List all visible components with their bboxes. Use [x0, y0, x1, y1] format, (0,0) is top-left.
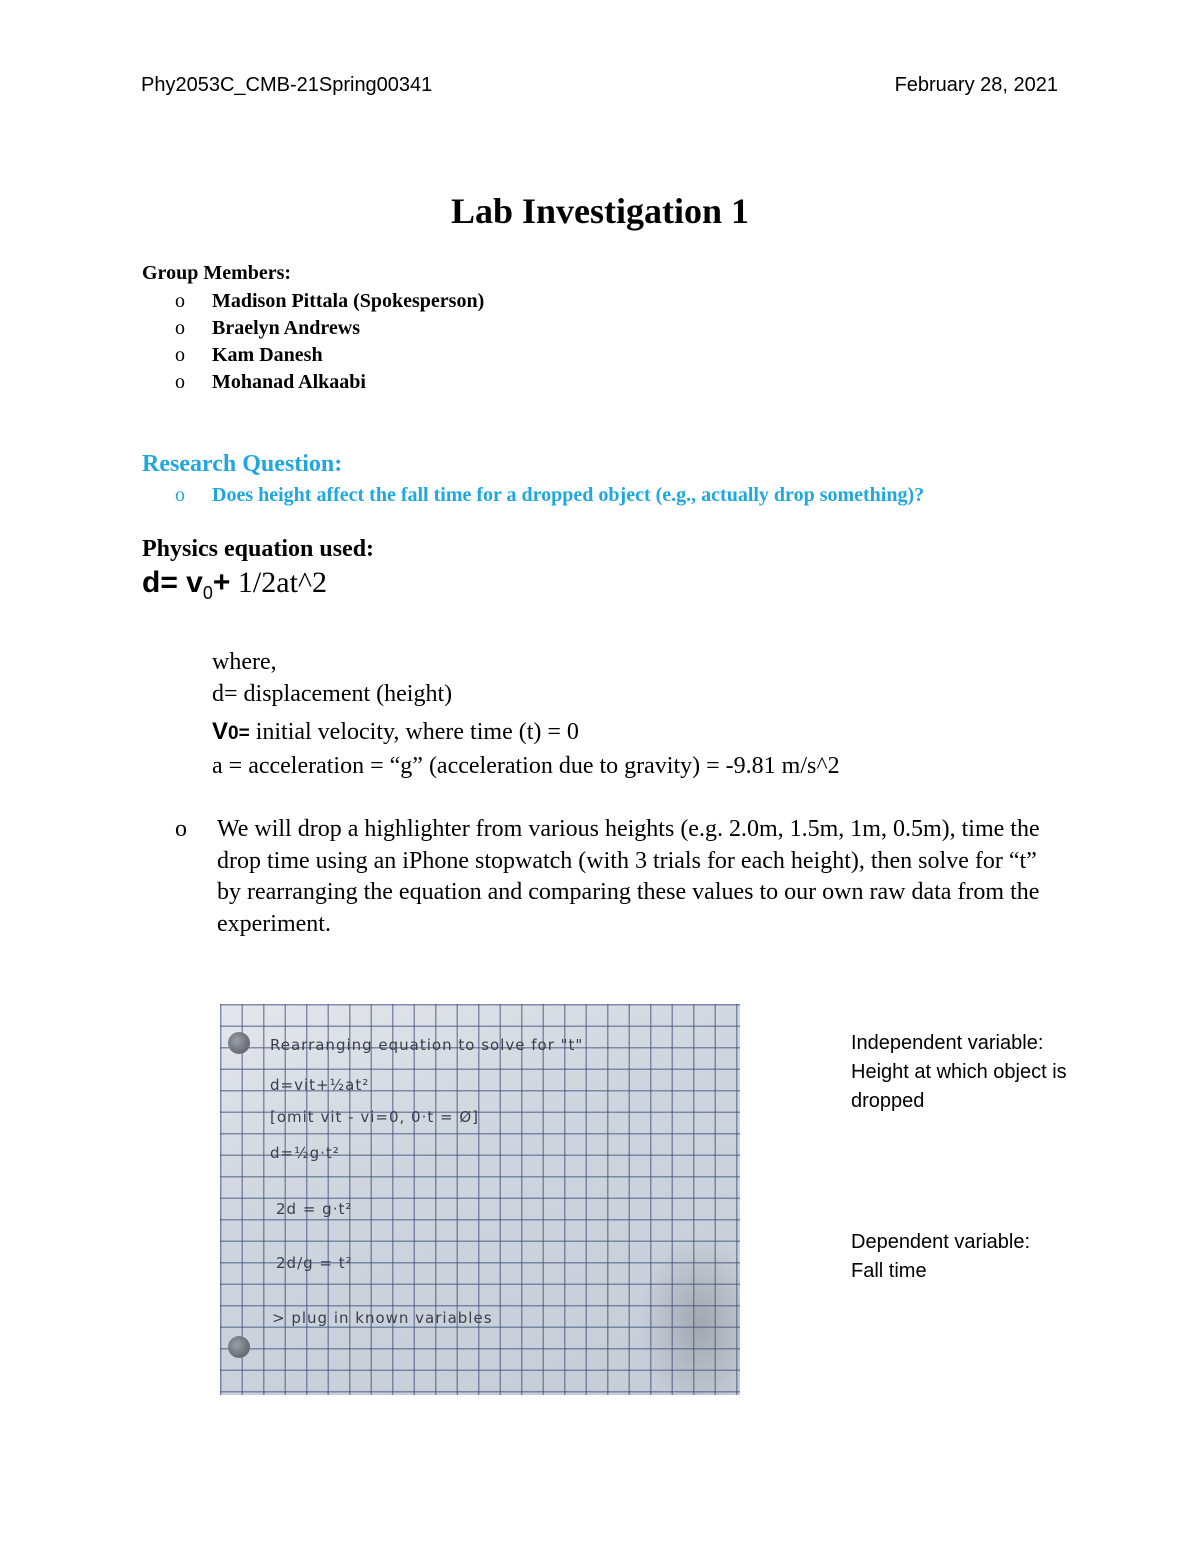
research-question-list [175, 482, 924, 509]
experiment-plan-text: We will drop a highlighter from various heights (e.g. 2.0m, 1.5m, 1m, 0.5m), time the drop time using an iPhone stopwatch (with 3 trials for each height), then solve for “t” by rearranging the equation and comparing these values to our own raw data from the experiment. [217, 816, 1040, 937]
independent-variable-value: Height at which object is dropped [851, 1061, 1067, 1112]
physics-equation: $d= v_0+$ 1/2at^2 [142, 566, 327, 603]
list-item: o Mohanad Alkaabi [175, 371, 366, 393]
handwritten-line: > plug in known variables [272, 1309, 493, 1327]
research-question-text: Does height affect the fall time for a dropped object (e.g., actually drop something)? [212, 484, 925, 506]
list-item: o Madison Pittala (Spokesperson) [175, 290, 485, 312]
list-item: o Braelyn Andrews [175, 317, 360, 339]
research-question-heading: Research Question: [142, 451, 343, 477]
experiment-plan: o We will drop a highlighter from various heights (e.g. 2.0m, 1.5m, 1m, 0.5m), time the drop time using an iPhone stopwatch (with 3 trials for each height), then solve for “t” by rearranging the equation and comparing these values to our own raw data from the experiment. [175, 814, 1055, 940]
dependent-variable [851, 1228, 1111, 1286]
handwritten-line: d=vit+½at² [270, 1076, 370, 1094]
handwritten-notes-photo [220, 1004, 740, 1395]
definition-v0: V0= initial velocity, where time (t) = 0 [212, 718, 579, 745]
member-name: Kam Danesh [212, 344, 323, 366]
binder-hole-icon [228, 1336, 250, 1358]
dependent-variable-value: Fall time [851, 1260, 927, 1282]
handwritten-line: d=½g·t² [270, 1144, 340, 1162]
independent-variable [851, 1029, 1111, 1116]
binder-hole-icon [228, 1032, 250, 1054]
definition-a: a = acceleration = “g” (acceleration due to gravity) = -9.81 m/s^2 [212, 753, 840, 779]
handwritten-line: [omit vit - vi=0, 0·t = Ø] [270, 1108, 479, 1126]
course-code: Phy2053C_CMB-21Spring00341 [141, 74, 433, 96]
physics-equation-heading: Physics equation used: [142, 536, 375, 562]
list-item: o Does height affect the fall time for a dropped object (e.g., actually drop something)? [175, 484, 925, 506]
handwritten-line: 2d = g·t² [276, 1200, 353, 1218]
handwritten-line: 2d/g = t² [276, 1254, 353, 1272]
handwritten-line: Rearranging equation to solve for "t" [270, 1036, 584, 1054]
member-name: Braelyn Andrews [212, 317, 360, 339]
list-item: o Kam Danesh [175, 344, 323, 366]
member-name: Mohanad Alkaabi [212, 371, 366, 393]
group-members-heading: Group Members: [142, 262, 292, 284]
member-name: Madison Pittala (Spokesperson) [212, 290, 485, 312]
page-title: Lab Investigation 1 [450, 191, 750, 231]
where-label: where, [212, 649, 277, 675]
equation-definitions [212, 646, 840, 782]
independent-variable-label: Independent variable: [851, 1032, 1044, 1054]
document-date: February 28, 2021 [894, 74, 1058, 96]
group-members-list [175, 288, 484, 396]
definition-d: d= displacement (height) [212, 681, 453, 707]
dependent-variable-label: Dependent variable: [851, 1231, 1031, 1253]
